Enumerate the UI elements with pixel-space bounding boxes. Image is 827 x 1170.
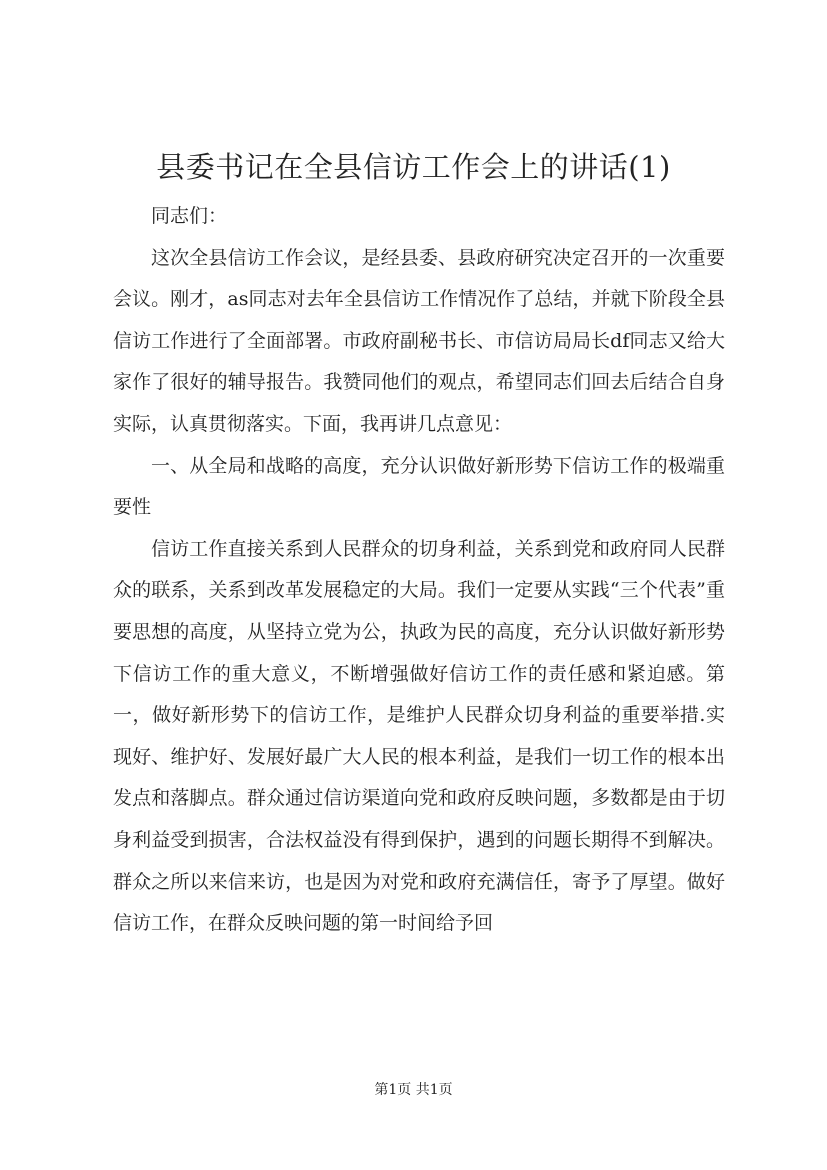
intro-paragraph: 这次全县信访工作会议，是经县委、县政府研究决定召开的一次重要会议。刚才，as同志对去年全县信访工作情况作了总结，并就下阶段全县信访工作进行了全面部署。市政府副秘书长、市信访局局长df同志又给大家作了很好的辅导报告。我赞同他们的观点，希望同志们回去后结合自身实际，认真贯彻落实。下面，我再讲几点意见： xyxy=(113,246,725,435)
body-paragraph: 信访工作直接关系到人民群众的切身利益，关系到党和政府同人民群众的联系，关系到改革发展稳定的大局。我们一定要从实践“三个代表”重要思想的高度，从坚持立党为公，执政为民的高度，充分认识做好新形势下信访工作的重大意义，不断增强做好信访工作的责任感和紧迫感。第一，做好新形势下的信访工作，是维护人民群众切身利益的重要举措.实现好、维护好、发展好最广大人民的根本利益，是我们一切工作的根本出发点和落脚点。群众通过信访渠道向党和政府反映问题，多数都是由于切身利益受到损害，合法权益没有得到保护，遇到的问题长期得不到解决。群众之所以来信来访，也是因为对党和政府充满信任，寄予了厚望。做好信访工作，在群众反映问题的第一时间给予回 xyxy=(113,537,725,935)
document-body xyxy=(113,196,725,945)
document-title: 县委书记在全县信访工作会上的讲话(1) xyxy=(156,150,671,184)
salutation-paragraph: 同志们： xyxy=(151,205,228,227)
section-heading-paragraph: 一、从全局和战略的高度，充分认识做好新形势下信访工作的极端重要性 xyxy=(113,454,725,519)
page-footer: 第1页 共1页 xyxy=(374,1082,453,1098)
